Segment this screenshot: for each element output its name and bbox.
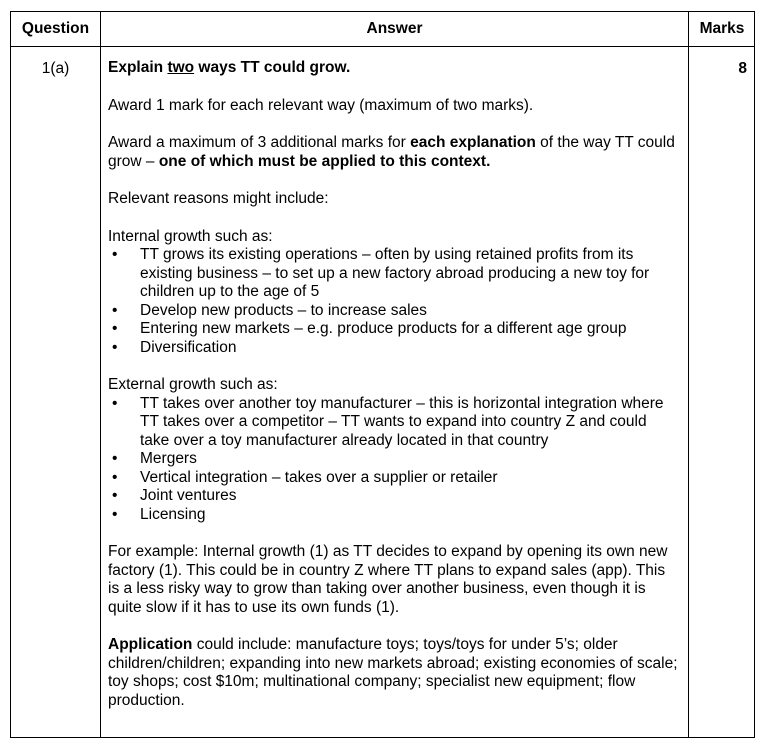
header-marks: Marks [699, 20, 745, 37]
list-item: • Mergers [108, 450, 680, 469]
list-item: • TT grows its existing operations – often by using retained profits from its existing business – to set up a new factory abroad producing a new toy for children up to the age of 5 [108, 246, 680, 302]
list-item: • TT takes over another toy manufacturer – this is horizontal integration where TT takes over a competitor – TT wants to expand into country Z and could take over a toy manufacturer already located in that country [108, 395, 680, 451]
list-item: • Vertical integration – takes over a supplier or retailer [108, 469, 680, 488]
prompt-text: ways TT could grow. [194, 59, 351, 76]
award-text-bold: one of which must be applied to this context. [158, 152, 491, 170]
mark-scheme-table [10, 11, 755, 738]
example-answer: For example: Internal growth (1) as TT decides to expand by opening its own new factory (1). This could be in country Z where TT plans to expand sales (app). This is a less risky way to grow than taking over another business, even though it is quite slow if it has to use its own funds (1). [108, 543, 668, 616]
application-text: could include: manufacture toys; toys/toys for under 5’s; older children/children; expanding into new markets abroad; existing economies of scale; toy shops; cost $10m; multinational company; specialist new equipment; flow production. [108, 636, 678, 709]
list-item: • Develop new products – to increase sales [108, 302, 680, 321]
prompt-text: Explain [108, 59, 168, 76]
award-text-bold: each explanation [410, 134, 536, 151]
marks-value: 8 [738, 60, 747, 77]
award-text: of the way TT could grow – [108, 134, 675, 170]
relevant-intro: Relevant reasons might include: [108, 190, 329, 207]
header-question: Question [21, 20, 90, 37]
award-rule: Award 1 mark for each relevant way (maximum of two marks). [108, 96, 534, 114]
application-note [108, 636, 680, 710]
internal-growth-list [108, 246, 680, 357]
list-item: • Licensing [108, 506, 680, 525]
external-growth-title: External growth such as: [108, 376, 278, 393]
list-item: • Diversification [108, 339, 680, 358]
list-item: • Joint ventures [108, 487, 680, 506]
prompt-underlined: two [167, 59, 195, 76]
table-header [11, 12, 754, 47]
answer-cell [108, 59, 680, 710]
external-growth-list [108, 395, 680, 525]
question-prompt [108, 59, 680, 78]
award-extra-rule [108, 134, 680, 171]
internal-growth-title: Internal growth such as: [108, 227, 273, 245]
award-text: Award a maximum of 3 additional marks for [108, 134, 411, 151]
column-divider [100, 12, 101, 737]
list-item: • Entering new markets – e.g. produce products for a different age group [108, 320, 680, 339]
header-answer: Answer [366, 20, 423, 37]
application-label: Application [108, 636, 193, 653]
column-divider [688, 12, 689, 737]
question-number: 1(a) [41, 60, 70, 77]
